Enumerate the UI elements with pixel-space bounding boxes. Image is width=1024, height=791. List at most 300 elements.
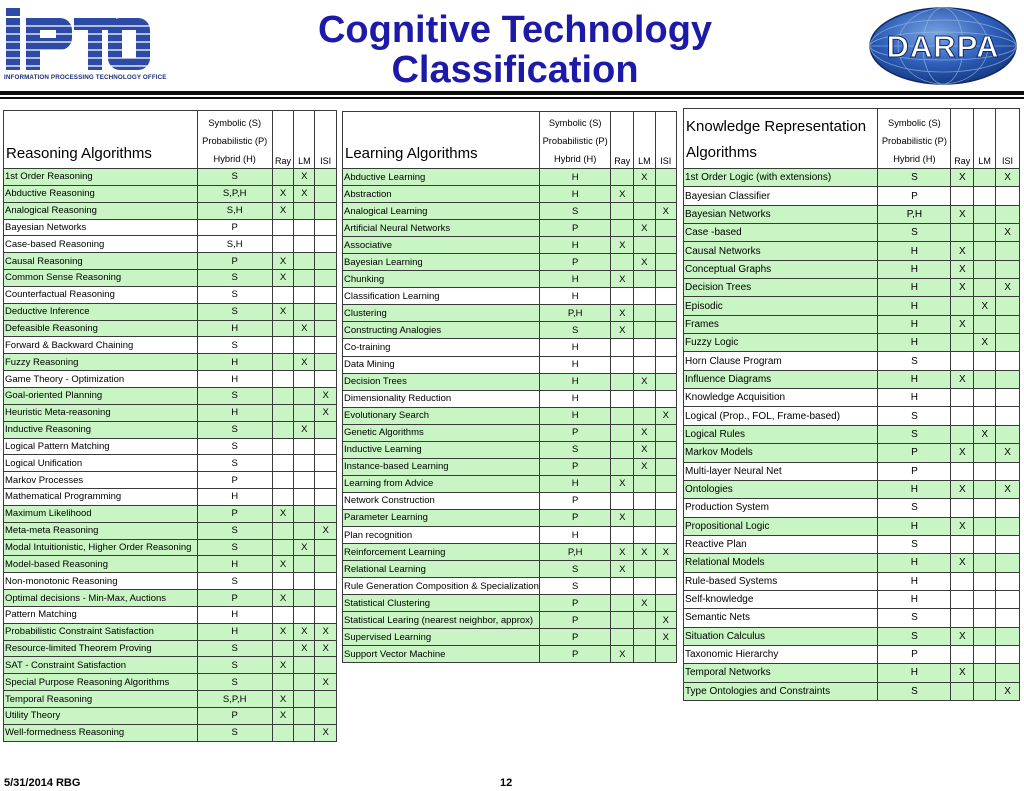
ray-mark-cell (611, 390, 634, 407)
algorithm-name-cell: Genetic Algorithms (343, 424, 540, 441)
type-column-header (878, 109, 951, 169)
isi-mark-cell: X (315, 387, 337, 404)
isi-mark-cell: X (655, 612, 676, 629)
ray-mark-cell: X (272, 253, 294, 270)
lm-mark-cell (974, 517, 996, 535)
table-row (343, 578, 677, 595)
algorithm-name-cell: Associative (343, 237, 540, 254)
lm-mark-cell (634, 322, 655, 339)
isi-mark-cell (655, 186, 676, 203)
lm-mark-cell (294, 590, 315, 607)
table-row (4, 657, 337, 674)
algorithm-name-cell: Probabilistic Constraint Satisfaction (4, 623, 198, 640)
lm-column-header: LM (294, 111, 315, 169)
isi-mark-cell (655, 441, 676, 458)
table-row (4, 640, 337, 657)
classification-cell: H (539, 390, 611, 407)
ray-mark-cell (611, 288, 634, 305)
lm-mark-cell (634, 646, 655, 663)
isi-mark-cell (996, 425, 1020, 443)
lm-mark-cell (974, 609, 996, 627)
lm-mark-cell (294, 556, 315, 573)
classification-cell: S (197, 387, 272, 404)
classification-cell: P (197, 708, 272, 725)
table-row (4, 708, 337, 725)
lm-mark-cell (294, 573, 315, 590)
lm-mark-cell (294, 472, 315, 489)
lm-mark-cell (294, 657, 315, 674)
table-row (684, 260, 1020, 278)
classification-cell: P (539, 254, 611, 271)
classification-cell: S (878, 407, 951, 425)
ray-mark-cell: X (951, 279, 974, 297)
isi-mark-cell (996, 334, 1020, 352)
algorithm-name-cell: Analogical Learning (343, 203, 540, 220)
algorithm-name-cell: Episodic (684, 297, 878, 315)
table-row (4, 270, 337, 287)
lm-mark-cell: X (634, 424, 655, 441)
ray-mark-cell (611, 203, 634, 220)
lm-mark-cell: X (634, 373, 655, 390)
algorithm-name-cell: Temporal Networks (684, 664, 878, 682)
classification-cell: H (539, 237, 611, 254)
isi-mark-cell (996, 352, 1020, 370)
algorithm-name-cell: Analogical Reasoning (4, 202, 198, 219)
table-row (343, 441, 677, 458)
table-row (684, 535, 1020, 553)
isi-column-header: ISI (315, 111, 337, 169)
table-row (4, 606, 337, 623)
ipto-logo (4, 8, 167, 86)
table-row (4, 253, 337, 270)
isi-mark-cell (655, 288, 676, 305)
ray-mark-cell (611, 458, 634, 475)
ray-mark-cell (272, 286, 294, 303)
lm-mark-cell (294, 505, 315, 522)
lm-mark-cell: X (294, 320, 315, 337)
isi-mark-cell (315, 489, 337, 506)
lm-mark-cell (974, 535, 996, 553)
algorithm-name-cell: Fuzzy Reasoning (4, 354, 198, 371)
lm-mark-cell (294, 303, 315, 320)
lm-mark-cell (634, 203, 655, 220)
isi-mark-cell (655, 169, 676, 186)
classification-cell: H (539, 169, 611, 186)
type-header-symbolic: Symbolic (S) (548, 118, 602, 128)
isi-mark-cell (315, 455, 337, 472)
algorithm-name-cell: 1st Order Reasoning (4, 169, 198, 186)
lm-mark-cell (294, 691, 315, 708)
ray-mark-cell (272, 522, 294, 539)
lm-mark-cell (634, 526, 655, 543)
classification-cell: P (197, 472, 272, 489)
lm-mark-cell (974, 682, 996, 700)
lm-mark-cell (974, 389, 996, 407)
isi-mark-cell (996, 664, 1020, 682)
algorithm-name-cell: Maximum Likelihood (4, 505, 198, 522)
table-row (343, 407, 677, 424)
lm-mark-cell: X (634, 441, 655, 458)
lm-mark-cell (634, 237, 655, 254)
algorithm-name-cell: Deductive Inference (4, 303, 198, 320)
classification-cell: S (878, 352, 951, 370)
lm-mark-cell (974, 499, 996, 517)
classification-cell: H (197, 623, 272, 640)
isi-mark-cell (996, 627, 1020, 645)
classification-cell: P (539, 458, 611, 475)
page-title-line2: Classification (391, 49, 639, 91)
ray-mark-cell: X (951, 169, 974, 187)
ray-mark-cell: X (272, 590, 294, 607)
ray-mark-cell (272, 421, 294, 438)
classification-cell: H (539, 373, 611, 390)
table-row (4, 489, 337, 506)
ray-mark-cell (272, 455, 294, 472)
classification-cell: P,H (539, 544, 611, 561)
algorithm-name-cell: Influence Diagrams (684, 370, 878, 388)
classification-cell: S,H (197, 236, 272, 253)
isi-column-header: ISI (655, 112, 676, 169)
page-number: 12 (500, 777, 513, 789)
lm-mark-cell (974, 444, 996, 462)
isi-mark-cell (996, 517, 1020, 535)
table-row (4, 286, 337, 303)
table-row (4, 522, 337, 539)
algorithm-name-cell: Case -based (684, 224, 878, 242)
table-row (343, 475, 677, 492)
lm-mark-cell (974, 187, 996, 205)
ray-mark-cell (611, 492, 634, 509)
table-row (4, 472, 337, 489)
classification-cell: H (878, 664, 951, 682)
algorithm-name-cell: Inductive Learning (343, 441, 540, 458)
type-header-hybrid: Hybrid (H) (893, 154, 936, 164)
isi-mark-cell: X (655, 544, 676, 561)
ray-mark-cell (951, 462, 974, 480)
header-rule-thick (0, 91, 1024, 95)
algorithm-name-cell: Non-monotonic Reasoning (4, 573, 198, 590)
ray-mark-cell (611, 612, 634, 629)
algorithm-name-cell: Data Mining (343, 356, 540, 373)
isi-mark-cell (655, 237, 676, 254)
lm-mark-cell (974, 370, 996, 388)
table-row (684, 242, 1020, 260)
lm-mark-cell (634, 475, 655, 492)
algorithm-name-cell: Modal Intuitionistic, Higher Order Reasoning (4, 539, 198, 556)
ray-mark-cell (272, 539, 294, 556)
table-row (4, 387, 337, 404)
table-row (684, 315, 1020, 333)
algorithm-name-cell: Bayesian Networks (684, 205, 878, 223)
lm-mark-cell (294, 286, 315, 303)
table-row (4, 438, 337, 455)
table-row (343, 458, 677, 475)
lm-mark-cell (294, 606, 315, 623)
isi-mark-cell (996, 645, 1020, 663)
ray-mark-cell: X (951, 554, 974, 572)
isi-mark-cell (315, 657, 337, 674)
classification-cell: H (197, 556, 272, 573)
isi-mark-cell (655, 254, 676, 271)
isi-mark-cell (655, 373, 676, 390)
isi-mark-cell (315, 606, 337, 623)
table-row (343, 544, 677, 561)
algorithm-name-cell: Statistical Learing (nearest neighbor, approx) (343, 612, 540, 629)
classification-cell: P (539, 220, 611, 237)
lm-mark-cell: X (294, 421, 315, 438)
lm-mark-cell (294, 387, 315, 404)
table-row (4, 421, 337, 438)
lm-mark-cell (294, 219, 315, 236)
isi-mark-cell (315, 573, 337, 590)
type-column-header (197, 111, 272, 169)
algorithm-name-cell: Counterfactual Reasoning (4, 286, 198, 303)
table-title: Knowledge Representation Algorithms (684, 109, 878, 169)
ray-mark-cell: X (272, 556, 294, 573)
algorithm-name-cell: Supervised Learning (343, 629, 540, 646)
isi-mark-cell (655, 458, 676, 475)
isi-mark-cell (315, 438, 337, 455)
table-row (4, 236, 337, 253)
algorithm-name-cell: Reactive Plan (684, 535, 878, 553)
table-row (684, 370, 1020, 388)
ray-mark-cell: X (951, 242, 974, 260)
ray-mark-cell: X (611, 271, 634, 288)
classification-cell: H (539, 288, 611, 305)
algorithm-name-cell: Artificial Neural Networks (343, 220, 540, 237)
classification-cell: H (539, 407, 611, 424)
isi-mark-cell (996, 205, 1020, 223)
lm-mark-cell: X (634, 544, 655, 561)
footer-date: 5/31/2014 RBG (4, 777, 81, 789)
algorithm-name-cell: Support Vector Machine (343, 646, 540, 663)
isi-mark-cell (315, 286, 337, 303)
ray-mark-cell (272, 438, 294, 455)
table-row (684, 627, 1020, 645)
algorithm-name-cell: Logical (Prop., FOL, Frame-based) (684, 407, 878, 425)
classification-cell: H (878, 315, 951, 333)
ray-mark-cell: X (272, 505, 294, 522)
algorithm-name-cell: Rule-based Systems (684, 572, 878, 590)
classification-cell: S (539, 322, 611, 339)
lm-mark-cell (974, 260, 996, 278)
ray-mark-cell: X (951, 444, 974, 462)
learning-algorithms-table (342, 111, 677, 663)
ray-mark-cell (951, 224, 974, 242)
table-row (343, 612, 677, 629)
algorithm-name-cell: Markov Processes (4, 472, 198, 489)
lm-mark-cell (634, 390, 655, 407)
header-rule-thin (0, 97, 1024, 99)
classification-cell: H (197, 320, 272, 337)
ray-mark-cell: X (611, 509, 634, 526)
isi-mark-cell (655, 561, 676, 578)
lm-mark-cell: X (974, 297, 996, 315)
ray-mark-cell (611, 220, 634, 237)
ray-mark-cell (951, 297, 974, 315)
classification-cell: S (197, 724, 272, 741)
lm-mark-cell (974, 407, 996, 425)
algorithm-name-cell: Goal-oriented Planning (4, 387, 198, 404)
ray-mark-cell: X (272, 185, 294, 202)
lm-mark-cell: X (294, 169, 315, 186)
table-title: Reasoning Algorithms (4, 111, 198, 169)
table-row (684, 664, 1020, 682)
ray-mark-cell: X (272, 303, 294, 320)
isi-mark-cell (996, 535, 1020, 553)
isi-mark-cell: X (996, 169, 1020, 187)
algorithm-name-cell: Logical Unification (4, 455, 198, 472)
ray-mark-cell (951, 389, 974, 407)
ray-mark-cell (611, 629, 634, 646)
isi-mark-cell (315, 556, 337, 573)
lm-mark-cell (294, 438, 315, 455)
classification-cell: P (539, 595, 611, 612)
lm-mark-cell: X (294, 185, 315, 202)
classification-cell: H (878, 242, 951, 260)
ray-column-header: Ray (951, 109, 974, 169)
algorithm-name-cell: Bayesian Learning (343, 254, 540, 271)
darpa-logo-text: DARPA (886, 29, 1000, 64)
classification-cell: S (878, 169, 951, 187)
ray-mark-cell: X (611, 322, 634, 339)
algorithm-name-cell: Heuristic Meta-reasoning (4, 404, 198, 421)
isi-mark-cell (315, 505, 337, 522)
isi-mark-cell (315, 236, 337, 253)
table-row (4, 354, 337, 371)
table-row (4, 303, 337, 320)
table-row (684, 169, 1020, 187)
classification-cell: H (539, 526, 611, 543)
algorithm-name-cell: Relational Learning (343, 561, 540, 578)
isi-mark-cell (655, 595, 676, 612)
isi-mark-cell (315, 169, 337, 186)
classification-cell: P (539, 492, 611, 509)
algorithm-name-cell: Bayesian Classifier (684, 187, 878, 205)
lm-mark-cell: X (974, 425, 996, 443)
ray-mark-cell: X (951, 480, 974, 498)
classification-cell: H (539, 339, 611, 356)
ray-mark-cell: X (272, 270, 294, 287)
isi-mark-cell: X (315, 404, 337, 421)
lm-mark-cell (974, 205, 996, 223)
classification-cell: H (878, 334, 951, 352)
classification-cell: S,P,H (197, 691, 272, 708)
lm-mark-cell (294, 708, 315, 725)
lm-mark-cell: X (634, 169, 655, 186)
classification-cell: P (197, 253, 272, 270)
algorithm-name-cell: Self-knowledge (684, 590, 878, 608)
algorithm-name-cell: Causal Networks (684, 242, 878, 260)
algorithm-name-cell: Well-formedness Reasoning (4, 724, 198, 741)
classification-cell: S (197, 455, 272, 472)
ray-mark-cell (272, 169, 294, 186)
lm-mark-cell (634, 578, 655, 595)
isi-mark-cell: X (315, 522, 337, 539)
table-row (684, 682, 1020, 700)
ray-mark-cell: X (272, 202, 294, 219)
algorithm-name-cell: Relational Models (684, 554, 878, 572)
algorithm-name-cell: Situation Calculus (684, 627, 878, 645)
lm-mark-cell (294, 337, 315, 354)
lm-mark-cell: X (294, 354, 315, 371)
classification-cell: H (539, 186, 611, 203)
lm-mark-cell: X (634, 595, 655, 612)
classification-cell: H (878, 590, 951, 608)
table-row (684, 205, 1020, 223)
lm-mark-cell (974, 279, 996, 297)
type-header-symbolic: Symbolic (S) (888, 118, 941, 128)
classification-cell: S (539, 441, 611, 458)
ray-mark-cell: X (951, 517, 974, 535)
classification-cell: S (539, 203, 611, 220)
table-row (343, 186, 677, 203)
table-row (4, 691, 337, 708)
algorithm-name-cell: Rule Generation Composition & Specialization (343, 578, 540, 595)
lm-mark-cell (294, 724, 315, 741)
classification-cell: H (878, 260, 951, 278)
classification-cell: S (197, 539, 272, 556)
algorithm-name-cell: Multi-layer Neural Net (684, 462, 878, 480)
classification-cell: S (197, 169, 272, 186)
algorithm-name-cell: Statistical Clustering (343, 595, 540, 612)
ray-mark-cell (272, 724, 294, 741)
algorithm-name-cell: Abductive Reasoning (4, 185, 198, 202)
lm-mark-cell (634, 612, 655, 629)
lm-mark-cell (294, 404, 315, 421)
algorithm-name-cell: Abductive Learning (343, 169, 540, 186)
table-row (684, 517, 1020, 535)
ray-mark-cell: X (951, 627, 974, 645)
lm-mark-cell (634, 629, 655, 646)
lm-mark-cell (634, 561, 655, 578)
isi-mark-cell (315, 253, 337, 270)
table-row (343, 424, 677, 441)
classification-cell: P,H (878, 205, 951, 223)
isi-mark-cell: X (996, 279, 1020, 297)
isi-mark-cell (996, 242, 1020, 260)
classification-cell: S (539, 578, 611, 595)
ray-mark-cell: X (272, 708, 294, 725)
table-row (4, 169, 337, 186)
table-row (4, 539, 337, 556)
classification-cell: S (539, 561, 611, 578)
lm-mark-cell (634, 492, 655, 509)
classification-cell: H (878, 297, 951, 315)
lm-mark-cell (294, 371, 315, 388)
ray-mark-cell (272, 489, 294, 506)
lm-mark-cell: X (294, 623, 315, 640)
table-row (343, 373, 677, 390)
table-row (343, 356, 677, 373)
table-row (4, 556, 337, 573)
isi-mark-cell (996, 187, 1020, 205)
table-row (343, 203, 677, 220)
algorithm-name-cell: Defeasible Reasoning (4, 320, 198, 337)
table-row (343, 526, 677, 543)
classification-cell: H (539, 271, 611, 288)
table-row (684, 187, 1020, 205)
classification-cell: P (878, 444, 951, 462)
ray-mark-cell (272, 354, 294, 371)
isi-mark-cell: X (996, 682, 1020, 700)
isi-mark-cell: X (996, 480, 1020, 498)
isi-mark-cell (315, 691, 337, 708)
algorithm-name-cell: Network Construction (343, 492, 540, 509)
classification-cell: S (197, 270, 272, 287)
table-row (4, 674, 337, 691)
classification-cell: P (197, 505, 272, 522)
